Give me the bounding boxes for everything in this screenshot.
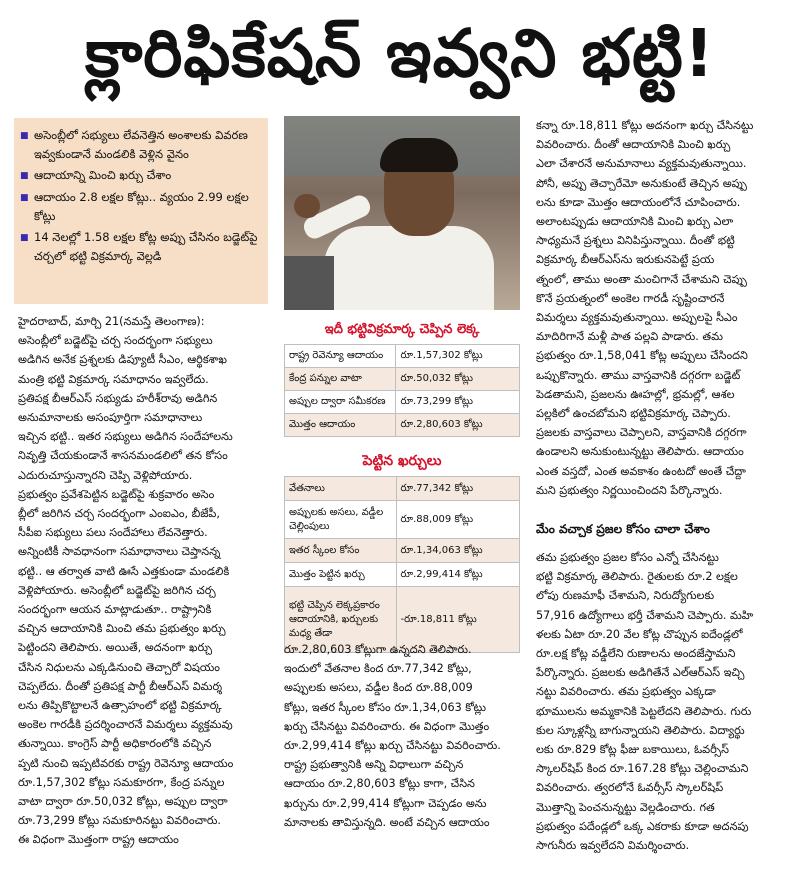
text-line: చేసిన నిధులను ఎక్కడినుంచి తెచ్చారో విషయం	[18, 660, 220, 674]
text-line: రూ.లక్ష కోట్ల వడ్డీలేని రుణాలను అందజేస్తామని	[536, 647, 736, 661]
text-line: కుల స్కూళ్లన్నీ బాగున్నాయని తెలిపారు. విద్యార్థు	[536, 723, 745, 737]
text-line: రూ.73,299 కోట్లు సమకూరినట్టు వివరించారు.	[18, 814, 221, 828]
article-column-3	[536, 116, 790, 500]
text-line: అసెంబ్లీలో బడ్జెట్‌పై చర్చ సందర్భంగా సభ్యులు	[18, 334, 213, 348]
table-row: అప్పులకు అసలు, వడ్డీల చెల్లింపులు రూ.88,009 కోట్లు	[285, 501, 520, 539]
table-row: మొత్తం ఆదాయం రూ.2,80,603 కోట్లు	[285, 414, 520, 437]
text-line: ఎలా చేశారనే అనుమానాలు వ్యక్తమవుతున్నాయి.	[536, 157, 747, 171]
text-line: ప్రభుత్వం పదేండ్లలో ఒక్క ఎకరాకు కూడా అదనపు	[536, 819, 749, 833]
text-line: భట్టి.. ఆ తర్వాత వాటి ఊసే ఎత్తకుండా మండలికి	[18, 564, 230, 578]
table-row: రాష్ట్ర రెవెన్యూ ఆదాయం రూ.1,57,302 కోట్లు	[285, 345, 520, 368]
text-line: లకు రూ.829 కోట్ల ఫీజు బకాయిలు, ఓవర్సీస్	[536, 743, 729, 757]
text-line: కన్నా రూ.18,811 కోట్లు అదనంగా ఖర్చు చేసినట్టు	[536, 119, 754, 132]
text-line: సాధ్యమనే ప్రశ్నలు వినిపిస్తున్నాయి. దీంతో భట్టి	[536, 234, 735, 248]
text-line: వివరించారు. త్వరలోనే ఓవర్సీస్ స్కాలర్‌షిప్	[536, 781, 724, 795]
text-line: ఎదురుచూస్తున్నారని చెప్పి వెళ్లిపోయారు.	[18, 468, 193, 482]
table-row: ఇతర స్కీంల కోసం రూ.1,34,063 కోట్లు	[285, 539, 520, 563]
speaker-photo	[284, 116, 520, 310]
text-line: వచ్చిన ఆదాయానికి మించి తమ ప్రభుత్వం ఖర్చు	[18, 622, 226, 636]
text-line: ఖర్చు చేసినట్టు వివరించారు. ఈ విధంగా మొత్తం	[284, 719, 490, 733]
text-line: విక్రమార్క బీఆర్‌ఎస్‌ను ఇరుకునపెట్టే ప్రయ	[536, 253, 715, 267]
text-line: హైదరాబాద్, మార్చి 21(నమస్తే తెలంగాణ):	[18, 315, 205, 328]
text-line: లను కూడా మొత్తం ఆదాయంలోనే చూపించారు.	[536, 195, 741, 209]
text-line: రూ.2,80,603 కోట్లుగా ఉన్నదని తెలిపారు.	[284, 643, 472, 656]
text-line: ఎంత వస్తదో, ఎంత అవకాశం ఉంటదో అంతే చేద్దా	[536, 464, 746, 478]
text-line: చెప్పలేదు. దీంతో ప్రతిపక్ష పార్టీ బీఆర్‌ఎస్ విమర్శ	[18, 679, 223, 693]
text-line: లోపు రుణమాఫీ చేశామని, నిరుద్యోగులకు	[536, 589, 715, 603]
text-line: అంకెల గారడీకి ప్రదర్శించారనే విమర్శలు వ్యక్తమవు	[18, 718, 233, 732]
text-line: అలాంటప్పుడు ఆదాయానికి మించి ఖర్చు ఎలా	[536, 215, 734, 229]
table-row: భట్టి చెప్పిన లెక్కప్రకారం ఆదాయానికి, ఖర్చులకు మధ్య తేడా -రూ.18,811 కోట్లు	[285, 587, 520, 653]
text-line: ప్రభుత్వం రూ.1,58,041 కోట్ల అప్పులు చేసిందని	[536, 349, 748, 363]
highlight-item: ■ అసెంబ్లీలో సభ్యులు లేవనెత్తిన అంశాలకు వివరణ ఇవ్వకుండానే మండలికి వెళ్లిన వైనం	[20, 126, 262, 164]
text-line: పెట్టిందని తెలిపారు. అయితే, అదనంగా ఖర్చు	[18, 641, 213, 655]
expense-table	[284, 476, 520, 653]
text-line: మొత్తాన్ని పెంచనున్నట్టు వెల్లడించారు. గత	[536, 800, 715, 814]
text-line: ఇచ్చిన భట్టి.. ఇతర సభ్యులు అడిగిన సందేహాలను	[18, 430, 233, 444]
text-line: సీపీఐ సభ్యులు పలు సందేహాలు లేవనెత్తారు.	[18, 526, 208, 540]
bullet-square-icon: ■	[20, 131, 29, 141]
text-line: మని ప్రభుత్వం నిర్ణయించిందని పేర్కొన్నారు.	[536, 483, 723, 497]
text-line: అడిగిన అనేక ప్రశ్నలకు డిప్యూటీ సీఎం, ఆర్థికశాఖ	[18, 353, 227, 367]
text-line: నట్టు వివరించారు. తమ ప్రభుత్వం ఎక్కడా	[536, 685, 716, 699]
text-line: విమర్శలు వ్యక్తమవుతున్నాయి. అప్పులపై సీఎం	[536, 311, 738, 325]
article-column-1	[18, 312, 272, 850]
text-line: కొనే ప్రయత్నంలో అంకెల గారడీ సృష్టించారనే	[536, 291, 725, 305]
text-line: మంత్రి భట్టి విక్రమార్క సమాధానం ఇవ్వలేదు.	[18, 372, 209, 386]
text-line: ప్పటి నుంచి ఇప్పటివరకు రాష్ట్ర రెవెన్యూ ఆదాయం	[18, 756, 234, 770]
text-line: ప్రభుత్వం ప్రవేశపెట్టిన బడ్జెట్‌పై శుక్రవారం అసెం	[18, 487, 215, 501]
text-line: లను తిప్పికొట్టాలనే ఉత్సాహంలో భట్టి విక్రమార్క	[18, 699, 222, 713]
text-line: సందర్భంగా ఆయన మాట్లాడుతూ.. రాష్ట్రానికి	[18, 603, 212, 617]
text-line: రూ.1,57,302 కోట్లు సమకూరగా, కేంద్ర పన్నుల	[18, 775, 225, 789]
text-line: రాష్ట్ర ప్రభుత్వానికి అన్ని విధాలుగా వచ్చిన	[284, 758, 464, 772]
text-line: ప్రజలకు వాస్తవాలు చెప్పాలని, వాస్తవానికి దగ్గరగా	[536, 426, 747, 440]
highlight-item: ■ ఆదాయాన్ని మించి ఖర్చు చేశాం	[20, 166, 262, 186]
text-line: ఉండాలని అనుకుంటున్నట్టు తెలిపారు. ఆదాయం	[536, 445, 744, 459]
table-title: ఇదీ భట్టివిక్రమార్క చెప్పిన లెక్క	[284, 318, 520, 342]
table-row: అప్పుల ద్వారా సమీకరణ రూ.73,299 కోట్లు	[285, 391, 520, 414]
text-line: మాదిరిగానే మళ్లీ పాత పల్లవి పాడారు. తమ	[536, 330, 723, 344]
article-column-3b	[536, 548, 790, 855]
text-line: రూ.2,99,414 కోట్లు ఖర్చు చేసినట్టు వివరించారు.	[284, 739, 501, 753]
text-line: స్కాలర్‌షిప్ కింద రూ.167.28 కోట్లు చెల్లించామని	[536, 762, 749, 776]
text-line: అన్నింటికీ సావధానంగా సమాధానాలు చెప్తానన్న	[18, 545, 221, 559]
text-line: ఇందులో వేతనాల కింద రూ.77,342 కోట్లు,	[284, 662, 472, 676]
text-line: అనుమానాలకు అసంపూర్తిగా సమాధానాలు	[18, 411, 203, 425]
section-subheading: మేం వచ్చాక ప్రజల కోసం చాలా చేశాం	[536, 522, 710, 536]
text-line: భూములను అమ్మకానికి పెట్టలేదని తెలిపారు. గురు	[536, 704, 752, 718]
highlight-item: ■ 14 నెలల్లో 1.58 లక్షల కోట్ల అప్పు చేసినం బడ్జెట్‌పై చర్చలో భట్టి విక్రమార్క వెల్లడి	[20, 228, 262, 266]
text-line: ఖర్చును రూ.2,99,414 కోట్లుగా చెప్పడం అను	[284, 796, 487, 810]
text-line: కోట్లు, ఇతర స్కీంల కోసం రూ.1,34,063 కోట్లు	[284, 700, 487, 714]
text-line: పేర్కొన్నారు. ప్రజలకు అడిగితేనే ఎల్‌ఆర్‌ఎస్ ఇచ్చి	[536, 666, 745, 680]
bullet-square-icon: ■	[20, 233, 29, 243]
highlight-item: ■ ఆదాయం 2.8 లక్షల కోట్లు.. వ్యయం 2.99 లక్షల కోట్లు	[20, 188, 262, 226]
bullet-square-icon: ■	[20, 193, 29, 203]
table-row: మొత్తం పెట్టిన ఖర్చు రూ.2,99,414 కోట్లు	[285, 563, 520, 587]
text-line: ళలకు ఏటా రూ.20 వేల కోట్ల చొప్పున ఐదేండ్లలో	[536, 627, 743, 641]
text-line: భట్టి విక్రమార్క తెలిపారు. రైతులకు రూ.2 లక్షల	[536, 570, 738, 584]
text-line: ప్రతిపక్ష బీఆర్‌ఎస్ సభ్యుడు హరీశ్‌రావు అడిగిన	[18, 391, 218, 405]
text-line: పోనీ, అప్పు తెచ్చారేమో అనుకుంటే తెచ్చిన అప్పు	[536, 176, 747, 190]
text-line: బ్లీలో జరిగిన చర్చ సందర్భంగా ఎంఐఎం, బీజేపీ,	[18, 507, 220, 521]
table-row: కేంద్ర పన్నుల వాటా రూ.50,032 కోట్లు	[285, 368, 520, 391]
text-line: 57,916 ఉద్యోగాలు భర్తీ చేశామని చెప్పారు. మహి	[536, 608, 754, 622]
text-line: ఆదాయం రూ.2,80,603 కోట్లు కాగా, చేసిన	[284, 777, 475, 791]
text-line: వెళ్లిపోయారు. అసెంబ్లీలో బడ్జెట్‌పై జరిగిన చర్చ	[18, 583, 216, 597]
text-line: తమ ప్రభుత్వం ప్రజల కోసం ఎన్నో చేసినట్టు	[536, 551, 719, 564]
article-column-2	[284, 640, 522, 832]
text-line: సాగునీరు ఇవ్వలేదని విమర్శించారు.	[536, 839, 690, 853]
text-line: ఈ విధంగా మొత్తంగా రాష్ట్ర ఆదాయం	[18, 833, 179, 847]
text-line: పెడతామని, ప్రజలను ఊహల్లో, భ్రమల్లో, ఆశల	[536, 387, 735, 401]
highlights-box	[14, 118, 268, 304]
income-table	[284, 344, 520, 437]
text-line: ఒప్పుకొన్నారు. తాము వాస్తవానికి దగ్గరగా బడ్జెట్	[536, 368, 741, 382]
headline: క్లారిఫికేషన్ ఇవ్వని భట్టి!	[85, 15, 715, 92]
text-line: నివృత్తి చేయకుండానే శాసనమండలిలో తన కోసం	[18, 449, 228, 463]
expense-title: పెట్టిన ఖర్చులు	[362, 453, 442, 469]
text-line: అప్పులకు అసలు, వడ్డీల కింద రూ.88,009	[284, 681, 473, 695]
bullet-square-icon: ■	[20, 171, 29, 181]
text-line: తున్నాయి. కాంగ్రెస్ పార్టీ అధికారంలోకి వచ్చిన	[18, 737, 212, 751]
text-line: వాటా ద్వారా రూ.50,032 కోట్లు, అప్పుల ద్వారా	[18, 795, 228, 809]
text-line: మానాలకు తావిస్తున్నది. అంటే వచ్చిన ఆదాయం	[284, 815, 490, 829]
text-line: పల్లకిలో ఉంచబోమని భట్టివిక్రమార్క చెప్పారు.	[536, 407, 731, 421]
text-line: వివరించారు. దీంతో ఆదాయానికి మించి ఖర్చు	[536, 138, 731, 152]
text-line: త్నంలో, తాము అంతా మంచిగానే చేశామని చెప్పు	[536, 272, 747, 286]
table-row: వేతనాలు రూ.77,342 కోట్లు	[285, 477, 520, 501]
